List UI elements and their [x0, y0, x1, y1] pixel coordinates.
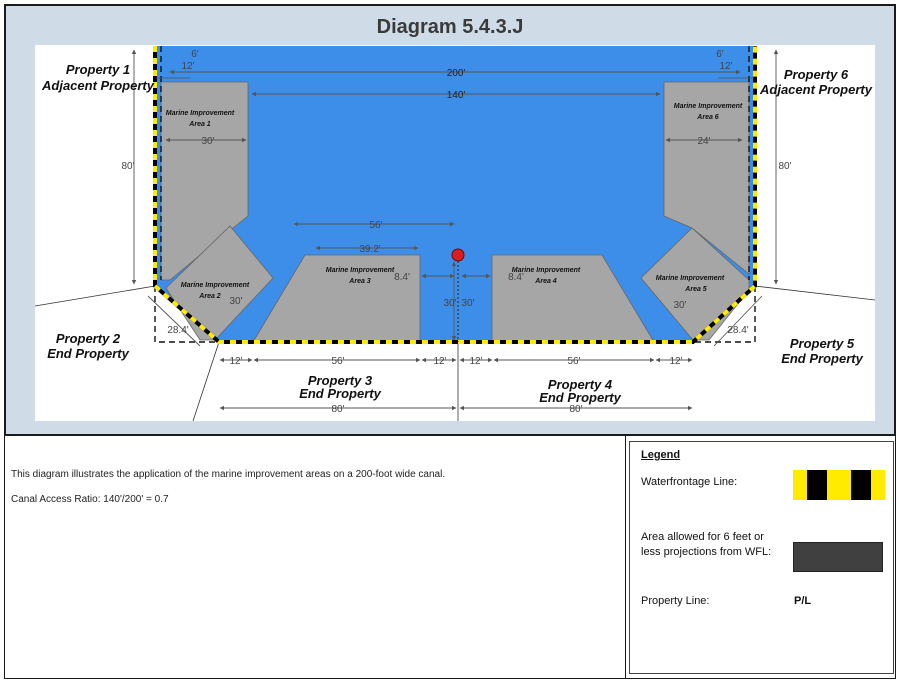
dim-56-top-label: 56' [369, 220, 383, 231]
dim-24-area6-label: 24' [697, 136, 711, 147]
dim-bottom-12-4-label: 12' [669, 356, 683, 367]
dim-200-label: 200' [446, 68, 466, 79]
area-2-label: Marine Improvement [180, 282, 250, 289]
legend-wfl-swatch [793, 470, 885, 500]
dim-30-area5-label: 30' [673, 300, 687, 311]
property-3-sub-label: End Property [299, 386, 381, 401]
dim-28-right-label: 28.4' [727, 325, 749, 336]
dim-28-left-label: 28.4' [167, 325, 189, 336]
canal-diagram [10, 10, 894, 434]
description-panel [4, 436, 896, 679]
dim-bottom-80-left-label: 80' [331, 404, 345, 415]
dim-30-area2-label: 30' [229, 296, 243, 307]
dim-80-right-label: 80' [778, 161, 792, 172]
dim-30-center-right-label: 30' [461, 298, 475, 309]
center-point-marker [452, 249, 464, 261]
area-4-label: Marine Improvement [511, 267, 581, 274]
property-3-label: Property 3 [307, 373, 373, 388]
property-1-label: Property 1 [65, 62, 131, 77]
panel-divider [625, 436, 626, 678]
property-2-label: Property 2 [55, 331, 121, 346]
canal-access-ratio-text: Canal Access Ratio: 140'/200' = 0.7 [11, 494, 169, 505]
area-3-sub-label: Area 3 [349, 278, 371, 285]
dim-bottom-80-right-label: 80' [569, 404, 583, 415]
property-5-label: Property 5 [789, 336, 855, 351]
dim-12-right-top-label: 12' [719, 61, 733, 72]
dim-140-label: 140' [446, 90, 466, 101]
legend-area-swatch [793, 542, 883, 572]
area-5-sub-label: Area 5 [685, 286, 707, 293]
area-2-sub-label: Area 2 [199, 293, 221, 300]
property-6-sub-label: Adjacent Property [760, 82, 872, 97]
property-2-sub-label: End Property [47, 346, 129, 361]
dim-8-4-right-label: 8.4' [508, 272, 524, 283]
dim-30-center-left-label: 30' [443, 298, 457, 309]
area-5-label: Marine Improvement [655, 275, 725, 282]
description-text: This diagram illustrates the application of the marine improvement areas on a 200-foot wide canal. [11, 469, 446, 480]
property-5-sub-label: End Property [781, 351, 863, 366]
dim-6-left-label: 6' [191, 49, 199, 60]
area-6-label: Marine Improvement [673, 103, 743, 110]
dim-30-area1-label: 30' [201, 136, 215, 147]
legend-title: Legend [641, 449, 681, 461]
property-6-label: Property 6 [783, 67, 849, 82]
property-4-label: Property 4 [547, 377, 613, 392]
dim-bottom-12-2-label: 12' [433, 356, 447, 367]
legend-box [629, 441, 894, 674]
diagram-frame [4, 4, 896, 436]
legend-wfl-label: Waterfrontage Line: [641, 476, 738, 488]
dim-6-right-label: 6' [716, 49, 724, 60]
diagram-title: Diagram 5.4.3.J [376, 16, 524, 38]
property-1-sub-label: Adjacent Property [42, 78, 154, 93]
dim-39-label: 39.2' [359, 244, 381, 255]
legend-property-line-label: Property Line: [641, 595, 710, 607]
dim-bottom-56-right-label: 56' [567, 356, 581, 367]
property-4-sub-label: End Property [539, 390, 621, 405]
dim-80-left-label: 80' [121, 161, 135, 172]
area-1-label: Marine Improvement [165, 110, 235, 117]
area-1-sub-label: Area 1 [189, 121, 211, 128]
dim-12-left-top-label: 12' [181, 61, 195, 72]
legend-property-line-symbol: P/L [794, 595, 812, 607]
legend-area-label: Area allowed for 6 feet or less projections from WFL: [641, 531, 772, 558]
dim-bottom-12-1-label: 12' [229, 356, 243, 367]
area-3-label: Marine Improvement [325, 267, 395, 274]
area-4-sub-label: Area 4 [535, 278, 557, 285]
dim-bottom-12-3-label: 12' [469, 356, 483, 367]
dim-8-4-left-label: 8.4' [394, 272, 410, 283]
area-6-sub-label: Area 6 [697, 114, 719, 121]
dim-bottom-56-left-label: 56' [331, 356, 345, 367]
